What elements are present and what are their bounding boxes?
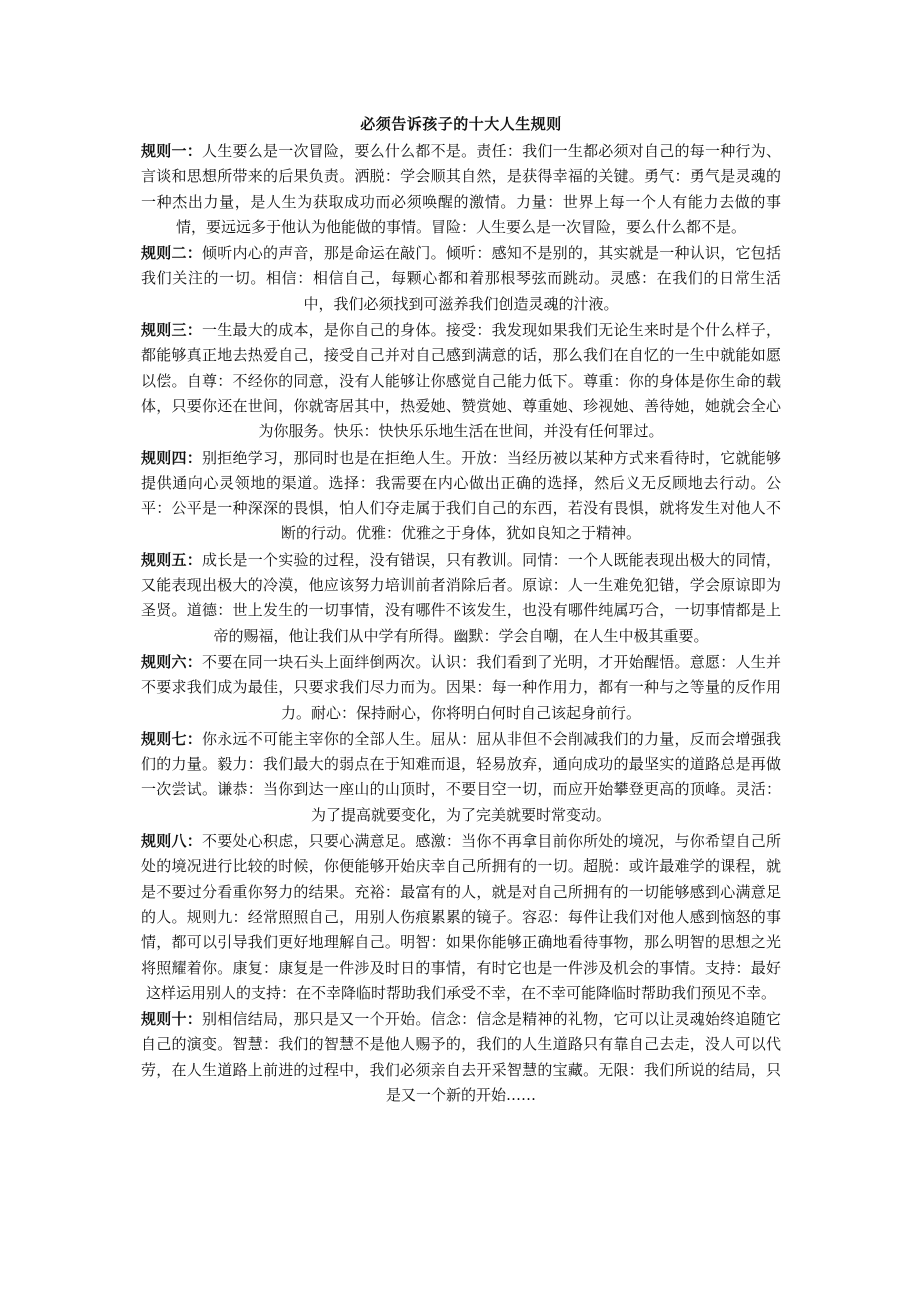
- rule-text: 别拒绝学习，那同时也是在拒绝人生。开放：当经历被以某种方式来看待时，它就能够提供通向心灵领地的渠道。选择：我需要在内心做出正确的选择，然后义无反顾地去行动。公平：公平是一种深深的畏惧，怕人们夺走属于我们自己的东西，若没有畏惧，就将发生对他人不断的行动。优雅：优雅之于身体，犹如良知之于精神。: [141, 448, 781, 543]
- rule-text: 一生最大的成本，是你自己的身体。接受：我发现如果我们无论生来时是个什么样子，都能够真正地去热爱自己，接受自己并对自己感到满意的话，那么我们在自忆的一生中就能如愿以偿。自尊：不经你的同意，没有人能够让你感觉自己能力低下。尊重：你的身体是你生命的载体，只要你还在世间，你就寄居其中，热爱她、赞赏她、尊重她、珍视她、善待她，她就会全心为你服务。快乐：快快乐乐地生活在世间，并没有任何罪过。: [141, 321, 781, 441]
- rule-label: 规则三：: [141, 321, 202, 340]
- rule-paragraph-7: [141, 727, 781, 828]
- rule-label: 规则二：: [141, 244, 202, 263]
- rule-text: 倾听内心的声音，那是命运在敲门。倾听：感知不是别的，其实就是一种认识，它包括我们关注的一切。相信：相信自己，每颗心都和着那根琴弦而跳动。灵感：在我们的日常生活中，我们必须找到可滋养我们创造灵魂的汁液。: [141, 244, 781, 313]
- rule-paragraph-5: [141, 548, 781, 649]
- rule-paragraph-6: [141, 650, 781, 726]
- rule-paragraph-10: [141, 1007, 781, 1108]
- document-page: [141, 112, 781, 1109]
- rule-label: 规则八：: [141, 832, 202, 851]
- rule-text: 成长是一个实验的过程，没有错误，只有教训。同情：一个人既能表现出极大的同情，又能表现出极大的冷漠，他应该努力培训前者消除后者。原谅：人一生难免犯错，学会原谅即为圣贤。道德：世上发生的一切事情，没有哪件不该发生，也没有哪件纯属巧合，一切事情都是上帝的赐福，他让我们从中学有所得。幽默：学会自嘲，在人生中极其重要。: [141, 550, 781, 645]
- rule-paragraph-8: [141, 829, 781, 1006]
- rule-label: 规则七：: [141, 729, 202, 748]
- rule-label: 规则十：: [141, 1010, 202, 1029]
- rule-text: 不要在同一块石头上面绊倒两次。认识：我们看到了光明，才开始醒悟。意愿：人生并不要求我们成为最佳，只要求我们尽力而为。因果：每一种作用力，都有一种与之等量的反作用力。耐心：保持耐心，你将明白何时自己该起身前行。: [141, 652, 781, 722]
- rule-label: 规则五：: [141, 550, 202, 569]
- rule-label: 规则四：: [141, 448, 202, 467]
- rule-paragraph-2: [141, 241, 781, 317]
- rule-paragraph-4: [141, 446, 781, 547]
- rule-paragraph-3: [141, 318, 781, 444]
- rule-text: 人生要么是一次冒险，要么什么都不是。责任：我们一生都必须对自己的每一种行为、言谈和思想所带来的后果负责。洒脱：学会顺其自然，是获得幸福的关键。勇气：勇气是灵魂的一种杰出力量，是人生为获取成功而必须唤醒的激情。力量：世界上每一个人有能力去做的事情，要远远多于他认为他能做的事情。冒险：人生要么是一次冒险，要么什么都不是。: [141, 142, 781, 236]
- rule-text: 别相信结局，那只是又一个开始。信念：信念是精神的礼物，它可以让灵魂始终追随它自己的演变。智慧：我们的智慧不是他人赐予的，我们的人生道路只有靠自己去走，没人可以代劳，在人生道路上前进的过程中，我们必须亲自去开采智慧的宝藏。无限：我们所说的结局，只是又一个新的开始……: [141, 1010, 781, 1104]
- rule-label: 规则六：: [141, 652, 202, 671]
- document-title: 必须告诉孩子的十大人生规则: [360, 115, 562, 133]
- rule-paragraph-1: [141, 139, 781, 240]
- rule-text: 你永远不可能主宰你的全部人生。屈从：屈从非但不会削减我们的力量，反而会增强我们的力量。毅力：我们最大的弱点在于知难而退，轻易放弃，通向成功的最坚实的道路总是再做一次尝试。谦恭：当你到达一座山的山顶时，不要目空一切，而应开始攀登更高的顶峰。灵活：为了提高就要变化，为了完美就要时常变动。: [141, 729, 781, 824]
- rule-label: 规则一：: [141, 142, 202, 160]
- rule-text: 不要处心积虑，只要心满意足。感激：当你不再拿目前你所处的境况，与你希望自己所处的境况进行比较的时候，你便能够开始庆幸自己所拥有的一切。超脱：或许最难学的课程，就是不要过分看重你努力的结果。充裕：最富有的人，就是对自己所拥有的一切能够感到心满意足的人。规则九：经常照照自己，用别人伤痕累累的镜子。容忍：每件让我们对他人感到恼怒的事情，都可以引导我们更好地理解自己。明智：如果你能够正确地看待事物，那么明智的思想之光将照耀着你。康复：康复是一件涉及时日的事情，有时它也是一件涉及机会的事情。支持：最好这样运用别人的支持：在不幸降临时帮助我们承受不幸，在不幸可能降临时帮助我们预见不幸。: [141, 832, 781, 1002]
